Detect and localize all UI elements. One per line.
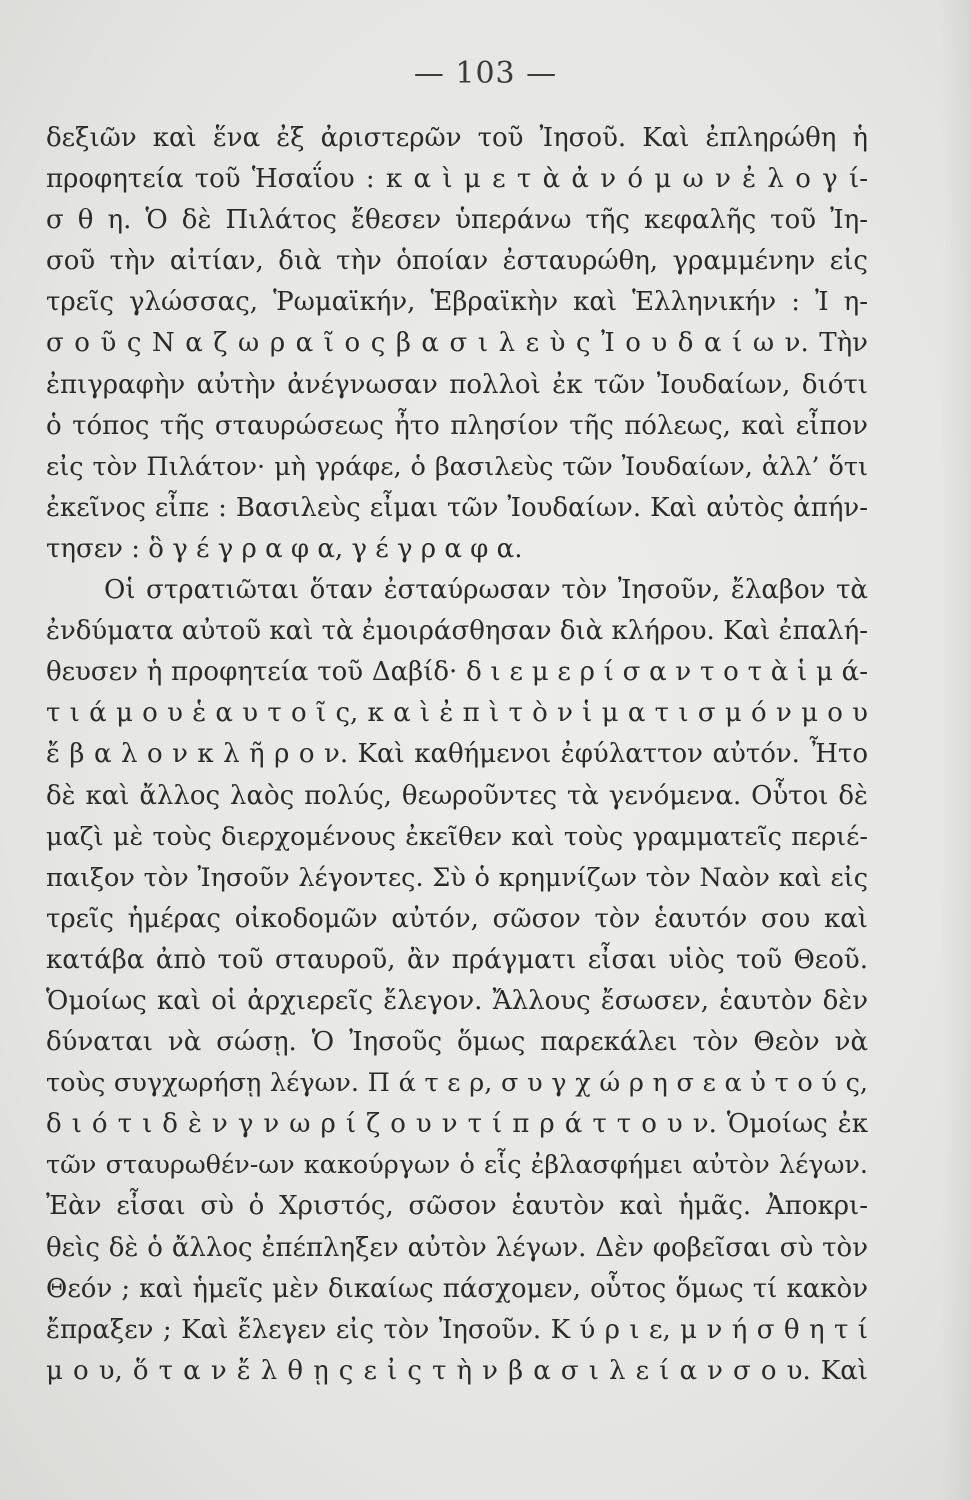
text-line: θευσεν ἡ προφητεία τοῦ Δαβίδ· δ ι ε μ ε ρ ί σ α ν τ ο τ ὰ ἱ μ ά- bbox=[46, 657, 868, 688]
paragraph-start-line: Οἱ στρατιῶται ὅταν ἐσταύρωσαν τὸν Ἰησοῦν, ἔλαβον τὰ bbox=[104, 575, 868, 606]
text-line: παιξον τὸν Ἰησοῦν λέγοντες. Σὺ ὁ κρημνίζων τὸν Ναὸν καὶ εἰς bbox=[46, 862, 868, 893]
text-line: ἐκεῖνος εἶπε : Βασιλεὺς εἶμαι τῶν Ἰουδαίων. Καὶ αὐτὸς ἀπήν- bbox=[46, 492, 868, 523]
text-line: εἰς τὸν Πιλάτον· μὴ γράφε, ὁ βασιλεὺς τῶν Ἰουδαίων, ἀλλ’ ὅτι bbox=[46, 451, 868, 482]
text-line: Ὁμοίως καὶ οἱ ἀρχιερεῖς ἔλεγον. Ἄλλους ἔσωσεν, ἑαυτὸν δὲν bbox=[46, 985, 868, 1016]
text-line: σ θ η. Ὁ δὲ Πιλάτος ἔθεσεν ὑπεράνω τῆς κεφαλῆς τοῦ Ἰη- bbox=[46, 205, 868, 236]
text-line: ἐπιγραφὴν αὐτὴν ἀνέγνωσαν πολλοὶ ἐκ τῶν Ἰουδαίων, διότι bbox=[46, 369, 868, 400]
text-line: Θεόν ; καὶ ἡμεῖς μὲν δικαίως πάσχομεν, οὗτος ὅμως τί κακὸν bbox=[46, 1273, 868, 1304]
text-line: δὲ καὶ ἄλλος λαὸς πολύς, θεωροῦντες τὰ γενόμενα. Οὗτοι δὲ bbox=[46, 780, 868, 811]
page-number: — 103 — bbox=[413, 56, 558, 91]
text-line: τῶν σταυρωθέν-ων κακούργων ὁ εἷς ἐβλασφήμει αὐτὸν λέγων. bbox=[46, 1150, 868, 1181]
text-line: δεξιῶν καὶ ἕνα ἐξ ἀριστερῶν τοῦ Ἰησοῦ. Καὶ ἐπληρώθη ἡ bbox=[46, 123, 868, 153]
text-line: σοῦ τὴν αἰτίαν, διὰ τὴν ὁποίαν ἐσταυρώθη, γραμμένην εἰς bbox=[46, 246, 868, 277]
body-text bbox=[46, 118, 868, 1392]
text-line: τρεῖς γλώσσας, Ῥωμαϊκήν, Ἑβραϊκὴν καὶ Ἑλληνικήν : Ἰ η- bbox=[46, 287, 868, 318]
text-line: κατάβα ἀπὸ τοῦ σταυροῦ, ἂν πράγματι εἶσαι υἱὸς τοῦ Θεοῦ. bbox=[46, 944, 868, 975]
text-line: τ ι ά μ ο υ ἑ α υ τ ο ῖ ς, κ α ὶ ἐ π ὶ τ ὸ ν ἱ μ α τ ι σ μ ό ν μ ο υ bbox=[46, 698, 868, 729]
text-line: μ ο υ, ὅ τ α ν ἔ λ θ ῃ ς ε ἰ ς τ ὴ ν β α σ ι λ ε ί α ν σ ο υ. Καὶ bbox=[46, 1355, 868, 1386]
text-line: τρεῖς ἡμέρας οἰκοδομῶν αὐτόν, σῶσον τὸν ἑαυτόν σου καὶ bbox=[46, 903, 868, 934]
text-line: σ ο ῦ ς Ν α ζ ω ρ α ῖ ο ς β α σ ι λ ε ὺ ς Ἰ ο υ δ α ί ω ν. Τὴν bbox=[46, 328, 868, 359]
text-line: προφητεία τοῦ Ἡσαΐου : κ α ὶ μ ε τ ὰ ἀ ν ό μ ω ν ἐ λ ο γ ί- bbox=[46, 164, 868, 195]
text-line: ὁ τόπος τῆς σταυρώσεως ἦτο πλησίον τῆς πόλεως, καὶ εἶπον bbox=[46, 410, 868, 441]
text-line: θεὶς δὲ ὁ ἄλλος ἐπέπληξεν αὐτὸν λέγων. Δὲν φοβεῖσαι σὺ τὸν bbox=[46, 1232, 868, 1263]
text-line: δ ι ό τ ι δ ὲ ν γ ν ω ρ ί ζ ο υ ν τ ί π ρ ά τ τ ο υ ν. Ὁμοίως ἐκ bbox=[46, 1109, 868, 1140]
text-line: ἔπραξεν ; Καὶ ἔλεγεν εἰς τὸν Ἰησοῦν. Κ ύ ρ ι ε, μ ν ή σ θ η τ ί bbox=[46, 1314, 868, 1345]
page-edge-shadow bbox=[941, 0, 971, 1500]
text-line: τοὺς συγχωρήσῃ λέγων. Π ά τ ε ρ, σ υ γ χ ώ ρ η σ ε α ὐ τ ο ύ ς, bbox=[46, 1068, 868, 1099]
text-line: τησεν : ὃ γ έ γ ρ α φ α, γ έ γ ρ α φ α. bbox=[46, 533, 523, 564]
text-line: ἐνδύματα αὐτοῦ καὶ τὰ ἐμοιράσθησαν διὰ κλήρου. Καὶ ἐπαλή- bbox=[46, 616, 868, 647]
text-line: δύναται νὰ σώσῃ. Ὁ Ἰησοῦς ὅμως παρεκάλει τὸν Θεὸν νὰ bbox=[46, 1027, 868, 1058]
text-line: ἔ β α λ ο ν κ λ ῆ ρ ο ν. Καὶ καθήμενοι ἐφύλαττον αὐτόν. Ἦτο bbox=[46, 739, 868, 770]
text-line: μαζὶ μὲ τοὺς διερχομένους ἐκεῖθεν καὶ τοὺς γραμματεῖς περιέ- bbox=[46, 821, 868, 852]
text-line: Ἐὰν εἶσαι σὺ ὁ Χριστός, σῶσον ἑαυτὸν καὶ ἡμᾶς. Ἀποκρι- bbox=[46, 1191, 868, 1222]
